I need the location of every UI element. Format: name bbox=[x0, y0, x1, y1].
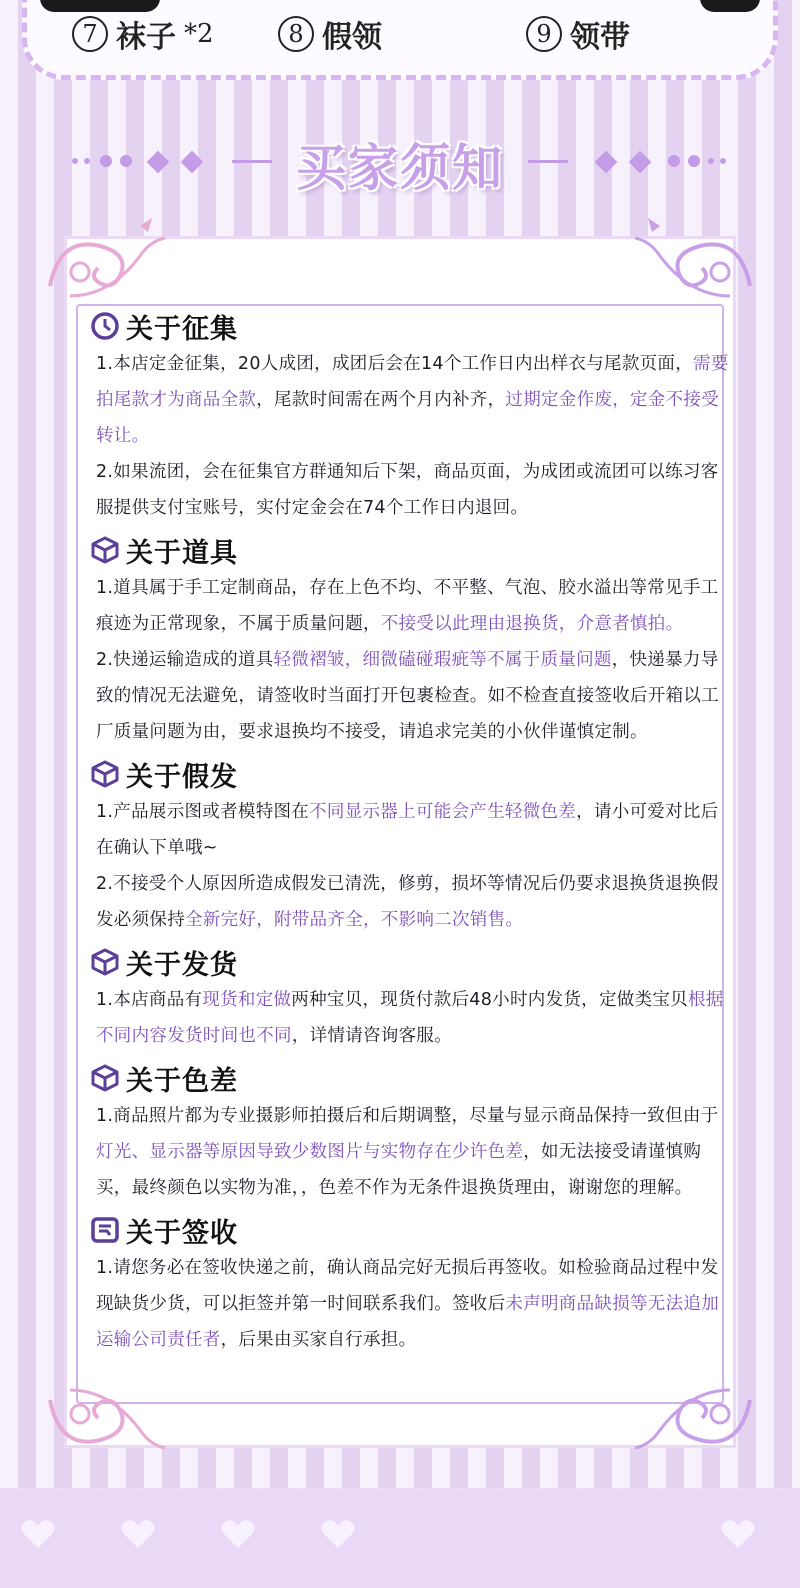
text-segment: 1.请您务必在签收快递之前，确认商品完好无损后再签收。如检验商品过程中发现缺货少货，可以拒签并第一时间联系我们。签收后 bbox=[96, 1258, 719, 1314]
section-paragraph bbox=[90, 346, 730, 454]
highlighted-text: 轻微褶皱，细微磕碰瑕疵等不属于质量问题 bbox=[273, 650, 612, 670]
bottom-lace bbox=[0, 1488, 800, 1588]
section-paragraph bbox=[90, 454, 730, 526]
top-item bbox=[72, 12, 214, 56]
top-item-label: 袜子 bbox=[116, 20, 176, 55]
highlighted-text: 现货和定做 bbox=[202, 990, 292, 1010]
notice-content bbox=[90, 306, 730, 1362]
text-segment: ，快递暴力导致的情况无法避免，请签收时当面打开包裹检查。如不检查直接签收后开箱以工厂质量问题为由，要求退换均不接受，请追求完美的小伙伴谨慎定制。 bbox=[96, 650, 719, 742]
text-segment: 2.不接受个人原因所造成假发已清洗，修剪，损坏等情况后仍要求退换货退换假发必须保持 bbox=[96, 874, 719, 930]
section-title: 关于道具 bbox=[126, 537, 238, 569]
lace-scallop bbox=[0, 1488, 800, 1504]
notice-section bbox=[90, 942, 730, 1054]
notice-section bbox=[90, 1210, 730, 1358]
heart-icon bbox=[120, 1518, 156, 1550]
text-segment: 1.道具属于手工定制商品，存在上色不均、不平整、气泡、胶水溢出等常见手工痕迹为正常现象，不属于质量问题， bbox=[96, 578, 719, 634]
text-segment: ，详情请咨询客服。 bbox=[291, 1026, 453, 1046]
section-title: 关于签收 bbox=[126, 1217, 238, 1249]
highlighted-text: 不同显示器上可能会产生轻微色差 bbox=[309, 802, 577, 822]
clock-icon bbox=[90, 311, 120, 341]
top-image-fragment bbox=[700, 0, 760, 12]
text-segment: 2.如果流团，会在征集官方群通知后下架，商品页面，为成团或流团可以练习客服提供支付宝账号，实付定金会在74个工作日内退回。 bbox=[96, 462, 719, 518]
text-segment: ，如无法接受请谨慎购买，最终颜色以实物为准，，色差不作为无条件退换货理由，谢谢您的理解。 bbox=[96, 1142, 702, 1198]
section-header bbox=[90, 1210, 730, 1250]
text-segment: 1.本店定金征集，20人成团，成团后会在14个工作日内出样衣与尾款页面， bbox=[96, 354, 694, 374]
section-paragraph bbox=[90, 642, 730, 750]
notice-section bbox=[90, 1058, 730, 1206]
notice-section bbox=[90, 754, 730, 938]
section-header bbox=[90, 306, 730, 346]
heart-icon bbox=[220, 1518, 256, 1550]
heart-icon bbox=[720, 1518, 756, 1550]
section-title: 关于征集 bbox=[126, 313, 238, 345]
section-paragraph bbox=[90, 982, 730, 1054]
notice-section bbox=[90, 530, 730, 750]
text-segment: 1.本店商品有 bbox=[96, 990, 203, 1010]
top-item-suffix: *2 bbox=[184, 19, 214, 49]
corner-swirl-icon bbox=[630, 1380, 760, 1470]
section-header bbox=[90, 530, 730, 570]
corner-swirl-icon bbox=[630, 216, 760, 306]
top-item-label: 领带 bbox=[570, 20, 630, 55]
highlighted-text: 根据不同内容发货时间也不同 bbox=[96, 990, 724, 1046]
section-header bbox=[90, 942, 730, 982]
section-paragraph bbox=[90, 794, 730, 866]
cube-icon bbox=[90, 759, 120, 789]
highlighted-text: 过期定金作废，定金不接受转让。 bbox=[96, 390, 720, 446]
cube-icon bbox=[90, 1063, 120, 1093]
top-item-list bbox=[0, 12, 800, 56]
title-row bbox=[0, 120, 800, 200]
receipt-icon bbox=[90, 1215, 120, 1245]
page-title: 买家须知 bbox=[296, 138, 504, 197]
section-title: 关于假发 bbox=[126, 761, 238, 793]
section-paragraph bbox=[90, 1098, 730, 1206]
highlighted-text: 灯光、显示器等原因导致少数图片与实物存在少许色差 bbox=[96, 1142, 524, 1162]
section-header bbox=[90, 1058, 730, 1098]
highlighted-text: 全新完好，附带品齐全，不影响二次销售。 bbox=[185, 910, 524, 930]
section-paragraph bbox=[90, 1250, 730, 1358]
top-item bbox=[526, 12, 630, 56]
corner-swirl-icon bbox=[40, 1380, 170, 1470]
text-segment: 1.产品展示图或者模特图在 bbox=[96, 802, 310, 822]
cube-icon bbox=[90, 947, 120, 977]
corner-swirl-icon bbox=[40, 216, 170, 306]
section-title: 关于色差 bbox=[126, 1065, 238, 1097]
text-segment: ，尾款时间需在两个月内补齐， bbox=[256, 390, 506, 410]
number-badge: 7 bbox=[72, 16, 108, 52]
text-segment: 两种宝贝，现货付款后48小时内发货，定做类宝贝 bbox=[291, 990, 688, 1010]
top-item bbox=[278, 12, 382, 56]
text-segment: ，请小可爱对比后在确认下单哦~ bbox=[96, 802, 719, 858]
section-paragraph bbox=[90, 866, 730, 938]
highlighted-text: 不接受以此理由退换货，介意者慎拍。 bbox=[380, 614, 684, 634]
heart-icon bbox=[320, 1518, 356, 1550]
cube-icon bbox=[90, 535, 120, 565]
section-title: 关于发货 bbox=[126, 949, 238, 981]
section-header bbox=[90, 754, 730, 794]
text-segment: 1.商品照片都为专业摄影师拍摄后和后期调整，尽量与显示商品保持一致但由于 bbox=[96, 1106, 719, 1126]
highlighted-text: 未声明商品缺损等无法追加运输公司责任者 bbox=[96, 1294, 720, 1350]
text-segment: 2.快递运输造成的道具 bbox=[96, 650, 274, 670]
heart-icon bbox=[20, 1518, 56, 1550]
number-badge: 9 bbox=[526, 16, 562, 52]
notice-section bbox=[90, 306, 730, 526]
number-badge: 8 bbox=[278, 16, 314, 52]
highlighted-text: 需要拍尾款才为商品全款 bbox=[96, 354, 729, 410]
top-image-fragment bbox=[40, 0, 160, 12]
text-segment: ，后果由买家自行承担。 bbox=[220, 1330, 417, 1350]
section-paragraph bbox=[90, 570, 730, 642]
top-item-label: 假领 bbox=[322, 20, 382, 55]
